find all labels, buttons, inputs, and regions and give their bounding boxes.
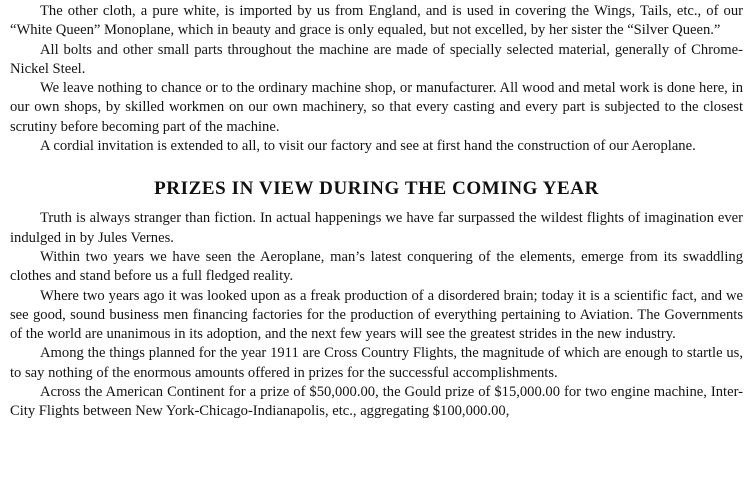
document-page bbox=[10, 2, 743, 422]
paragraph-truth: Truth is always stranger than fiction. In actual happenings we have far surpassed the wildest flights of imagination ever indulged in by Jules Vernes. bbox=[10, 210, 743, 246]
paragraph-freak-production: Where two years ago it was looked upon as a freak production of a disordered brain; today it is a scientific fact, and we see good, sound business men financing factories for the production of everything pertaining to Aviation. The Governments of the world are unanimous in its adoption, and the next few years will see the greatest strides in the new industry. bbox=[10, 287, 743, 343]
paragraph-prizes: Across the American Continent for a prize of $50,000.00, the Gould prize of $15,000.00 for two engine machine, Inter-City Flights between New York-Chicago-Indianapolis, etc., aggregating $100,000.00, bbox=[10, 384, 743, 420]
paragraph-workmanship: We leave nothing to chance or to the ordinary machine shop, or manufacturer. All wood and metal work is done here, in our own shops, by skilled workmen on our own machinery, so that every casting and every part is subjected to the closest scrutiny before becoming part of the machine. bbox=[10, 80, 743, 135]
paragraph-invitation: A cordial invitation is extended to all, to visit our factory and see at first hand the construction of our Aeroplane. bbox=[40, 138, 696, 155]
paragraph-cross-country: Among the things planned for the year 1911 are Cross Country Flights, the magnitude of which are enough to startle us, to say nothing of the enormous amounts offered in prizes for the successful accomplishments. bbox=[10, 345, 743, 381]
paragraph-white-cloth: The other cloth, a pure white, is imported by us from England, and is used in covering the Wings, Tails, etc., of our “White Queen” Monoplane, which in beauty and grace is only equaled, but not excelled, by her sister the “Silver Queen.” bbox=[10, 3, 743, 39]
paragraph-two-years: Within two years we have seen the Aeroplane, man’s latest conquering of the elements, emerge from its swaddling clothes and stand before us a full fledged reality. bbox=[10, 248, 743, 285]
paragraph-bolts: All bolts and other small parts throughout the machine are made of specially selected material, generally of Chrome-Nickel Steel. bbox=[10, 41, 743, 77]
section-heading: PRIZES IN VIEW DURING THE COMING YEAR bbox=[154, 178, 599, 200]
